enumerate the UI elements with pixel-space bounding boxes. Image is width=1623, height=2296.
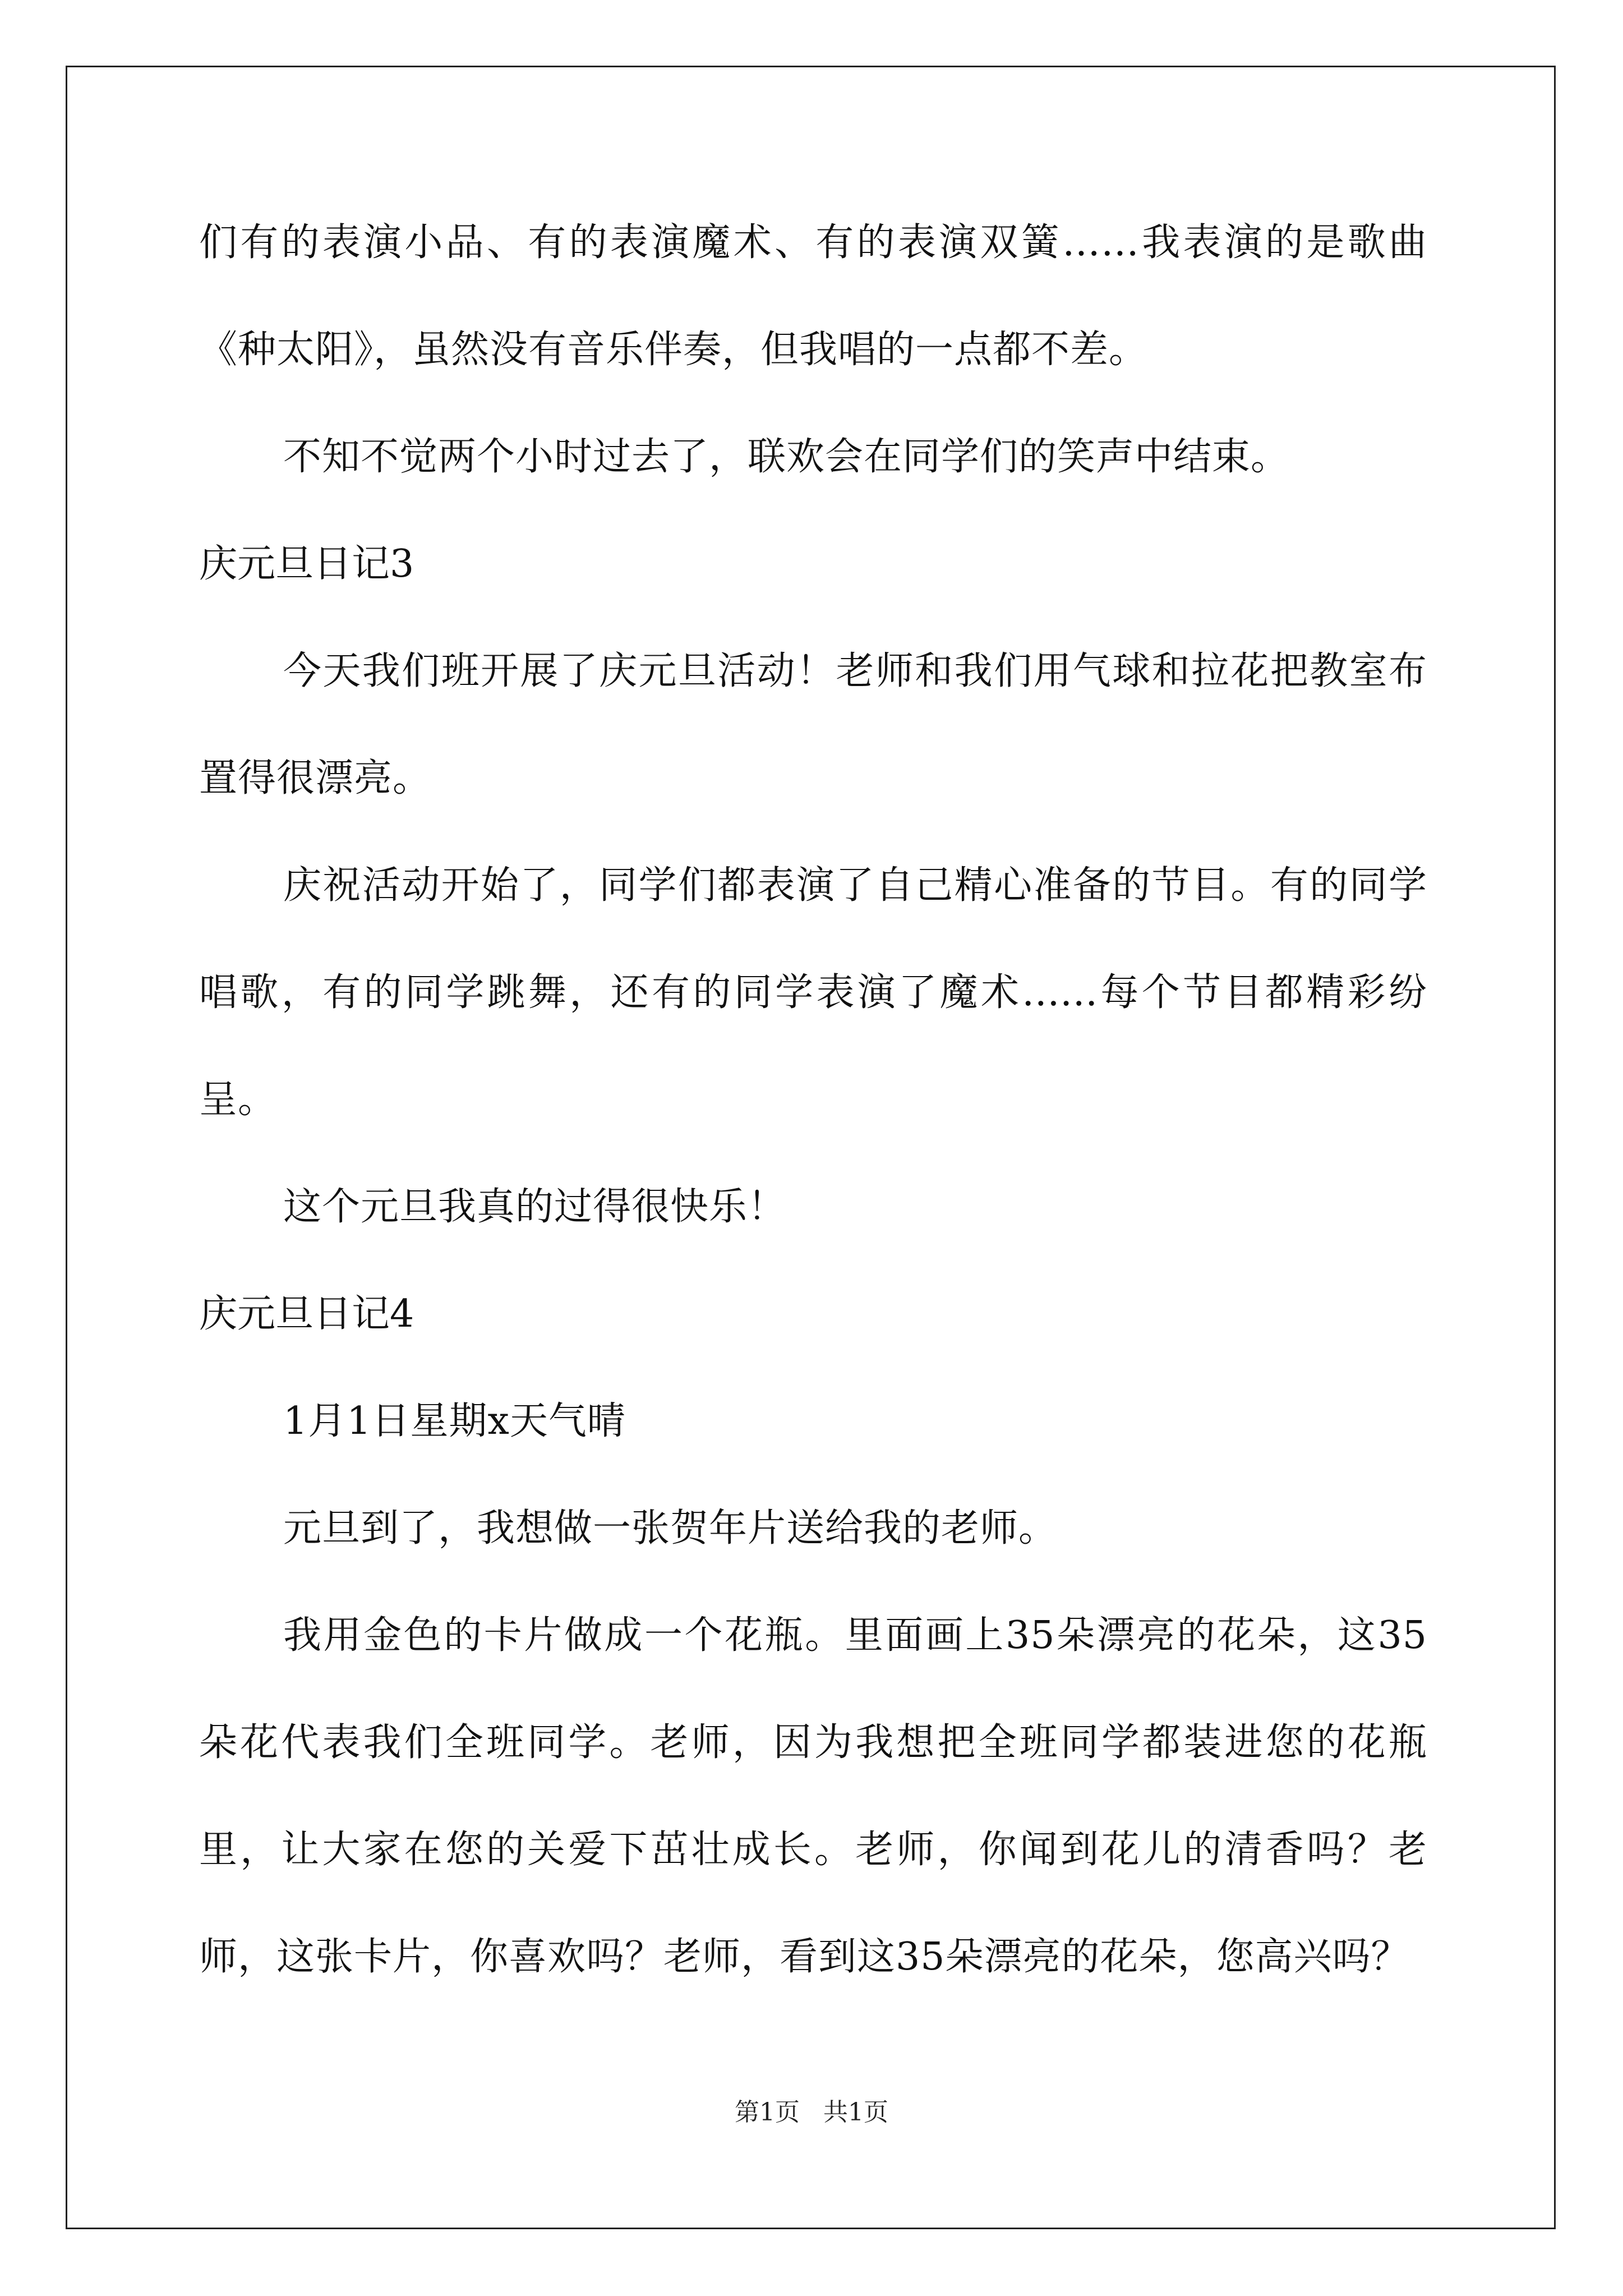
page-total: 共1页 xyxy=(823,2098,888,2127)
paragraph: 们有的表演小品、有的表演魔术、有的表演双簧……我表演的是歌曲《种太阳》，虽然没有音乐伴奏，但我唱的一点都不差。 xyxy=(199,220,1427,372)
paragraph: 元旦到了，我想做一张贺年片送给我的老师。 xyxy=(283,1506,1058,1550)
paragraph: 1月1日星期x天气晴 xyxy=(283,1399,626,1443)
paragraph: 今天我们班开展了庆元旦活动！老师和我们用气球和拉花把教室布置得很漂亮。 xyxy=(199,649,1427,800)
document-body xyxy=(199,217,1427,2039)
section-heading: 庆元旦日记4 xyxy=(199,1292,414,1336)
paragraph: 这个元旦我真的过得很快乐！ xyxy=(283,1185,787,1229)
paragraph: 不知不觉两个小时过去了，联欢会在同学们的笑声中结束。 xyxy=(283,435,1290,479)
paragraph: 庆祝活动开始了，同学们都表演了自己精心准备的节目。有的同学唱歌，有的同学跳舞，还有的同学表演了魔术......每个节目都精彩纷呈。 xyxy=(199,863,1427,1122)
page-footer xyxy=(0,2096,1623,2129)
paragraph: 我用金色的卡片做成一个花瓶。里面画上35朵漂亮的花朵，这35朵花代表我们全班同学。老师，因为我想把全班同学都装进您的花瓶里，让大家在您的关爱下茁壮成长。老师，你闻到花儿的清香吗？老师，这张卡片，你喜欢吗？老师，看到这35朵漂亮的花朵，您高兴吗？ xyxy=(199,1613,1427,1979)
section-heading: 庆元旦日记3 xyxy=(199,542,414,586)
page-number: 第1页 xyxy=(735,2098,800,2127)
